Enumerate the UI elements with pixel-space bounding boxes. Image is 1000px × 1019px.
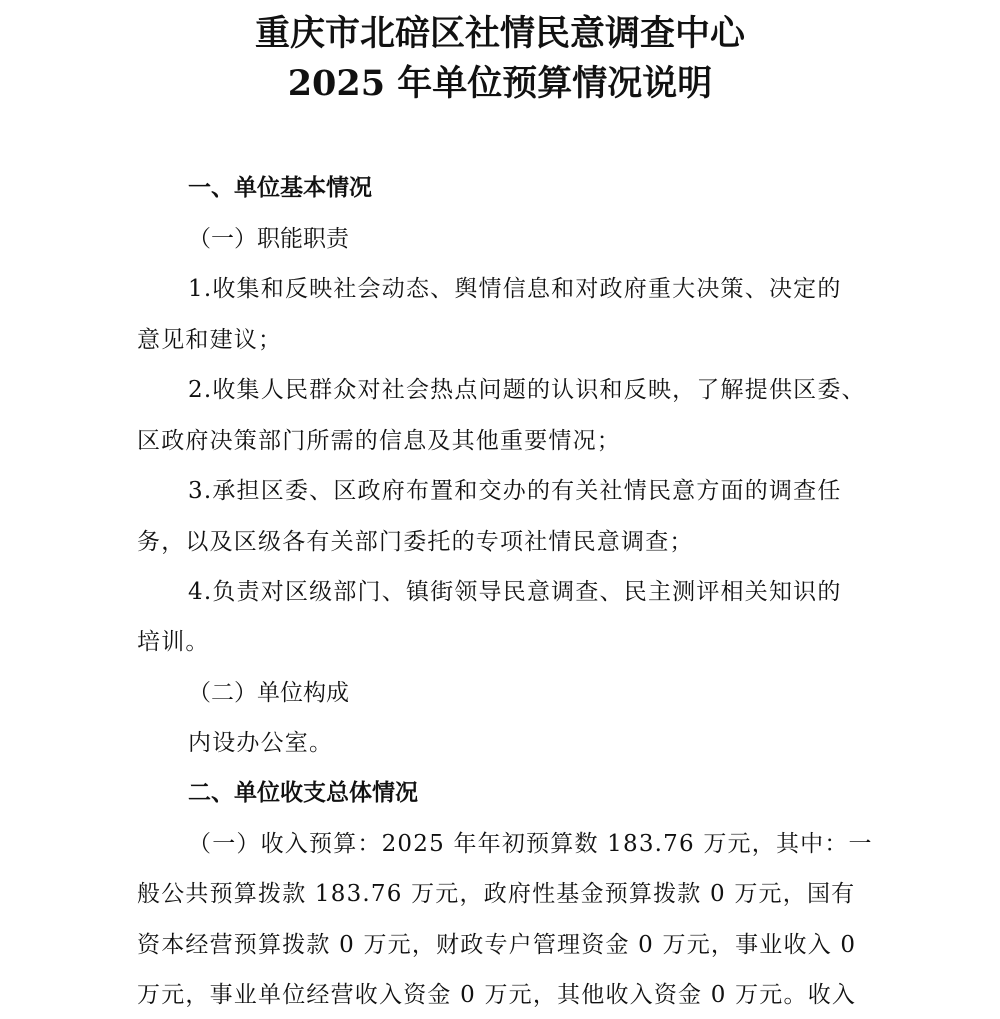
paragraph-line: 般公共预算拨款 183.76 万元，政府性基金预算拨款 0 万元，国有 xyxy=(137,881,856,907)
paragraph-line: 3.承担区委、区政府布置和交办的有关社情民意方面的调查任 xyxy=(188,478,842,504)
paragraph-line: 2.收集人民群众对社会热点问题的认识和反映，了解提供区委、 xyxy=(188,377,866,403)
paragraph-line: 内设办公室。 xyxy=(188,730,334,756)
subsection-heading-functions: （一）职能职责 xyxy=(188,226,349,252)
paragraph-line: 培训。 xyxy=(137,629,210,655)
paragraph-line: 4.负责对区级部门、镇街领导民意调查、民主测评相关知识的 xyxy=(188,579,842,605)
paragraph-line: 意见和建议； xyxy=(137,327,283,353)
paragraph-line: 区政府决策部门所需的信息及其他重要情况； xyxy=(137,428,621,454)
paragraph-line: 1.收集和反映社会动态、舆情信息和对政府重大决策、决定的 xyxy=(188,276,842,302)
section-heading-basic-info: 一、单位基本情况 xyxy=(188,175,372,201)
document-title-line-2: 2025 年单位预算情况说明 xyxy=(287,63,713,104)
section-heading-income-expenditure: 二、单位收支总体情况 xyxy=(188,780,418,806)
document-title-line-1: 重庆市北碚区社情民意调查中心 xyxy=(254,13,745,54)
paragraph-line: （一）收入预算：2025 年年初预算数 183.76 万元，其中：一 xyxy=(188,831,873,857)
paragraph-line: 万元，事业单位经营收入资金 0 万元，其他收入资金 0 万元。收入 xyxy=(137,982,857,1008)
paragraph-line: 务，以及区级各有关部门委托的专项社情民意调查； xyxy=(137,529,694,555)
paragraph-line: 资本经营预算拨款 0 万元，财政专户管理资金 0 万元，事业收入 0 xyxy=(137,932,857,958)
subsection-heading-composition: （二）单位构成 xyxy=(188,680,349,706)
